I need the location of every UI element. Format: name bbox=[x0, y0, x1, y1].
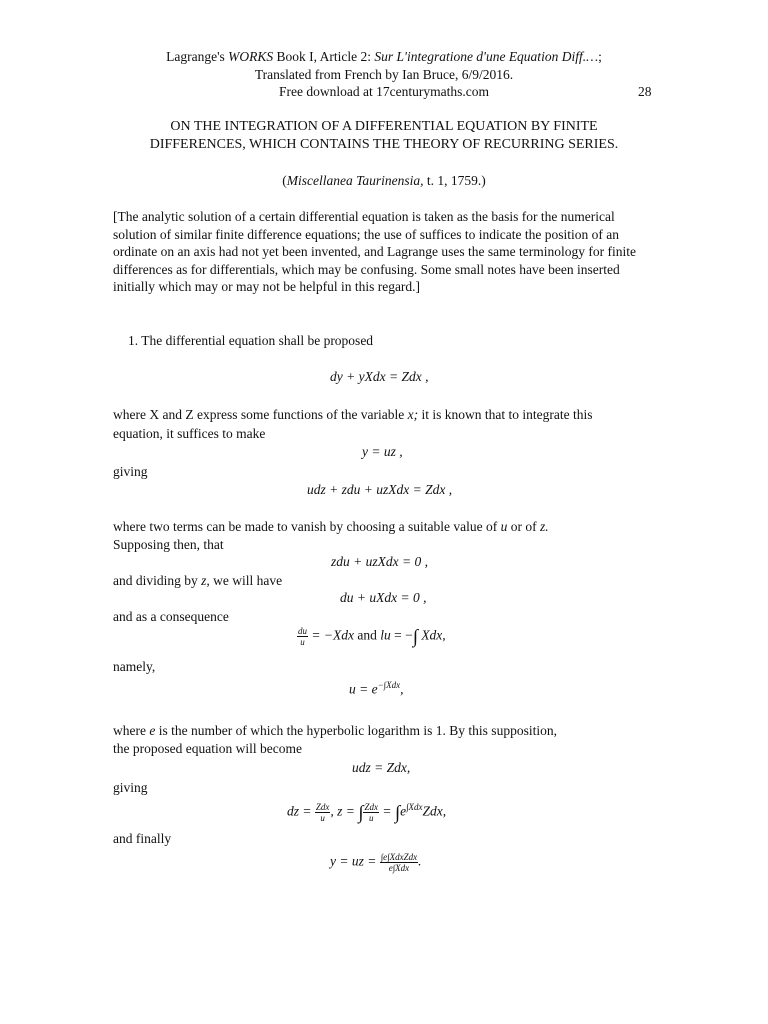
equation-6: $\frac{du}{u}$ = −Xdx and lu = −∫ Xdx, bbox=[298, 626, 446, 648]
paragraph-line: namely, bbox=[113, 659, 156, 674]
running-header-translator: Translated from French by Ian Bruce, 6/9/2016. bbox=[254, 67, 514, 82]
equation-5: du + uXdx = 0 , bbox=[340, 590, 427, 605]
equation-2: y = uz , bbox=[362, 444, 403, 459]
equation-9: dz = $\frac{\text{Zdx}}{u}$ , z = ∫ $\frac{\text{Zdx}}{u}$ = $\int e^{\int Xdx}Zdx$, bbox=[287, 802, 447, 824]
paragraph-line: giving bbox=[113, 780, 148, 795]
translator-note-paragraph: [The analytic solution of a certain differential equation is taken as the basis for the numerical solution of similar finite difference equations; the use of suffices to indicate the position of an ordinate on an axis had not yet been invented, and Lagrange uses the same terminology for finite differences as for differentials, which may be confusing. Some small notes have been inserted initially which may or may not be helpful in this regard.] bbox=[113, 209, 636, 295]
paragraph-line: the proposed equation will become bbox=[113, 741, 302, 756]
paragraph-line: where X and Z express some functions of the variable x; it is known that to integrate this bbox=[113, 407, 593, 422]
article-title-line2: DIFFERENCES, WHICH CONTAINS THE THEORY OF RECURRING SERIES. bbox=[149, 137, 619, 152]
paragraph-line: equation, it suffices to make bbox=[113, 426, 266, 441]
paragraph-line: where two terms can be made to vanish by choosing a suitable value of u or of z. bbox=[113, 519, 549, 534]
equation-8: udz = Zdx, bbox=[352, 760, 411, 775]
running-header-download: Free download at 17centurymaths.com bbox=[279, 84, 489, 99]
citation: (Miscellanea Taurinensia, t. 1, 1759.) bbox=[282, 173, 486, 188]
running-header-line1: Lagrange's WORKS Book I, Article 2: Sur L'integratione d'une Equation Diff.…; bbox=[166, 49, 602, 64]
paragraph-line: giving bbox=[113, 464, 148, 479]
paragraph-line: and finally bbox=[113, 831, 172, 846]
equation-7: $u = e^{-\int Xdx}$, bbox=[349, 680, 404, 697]
paragraph-line: and dividing by z, we will have bbox=[113, 573, 283, 588]
paragraph-line: where e is the number of which the hyperbolic logarithm is 1. By this supposition, bbox=[113, 723, 557, 738]
equation-4: zdu + uzXdx = 0 , bbox=[331, 554, 428, 569]
section-1-heading: 1. The differential equation shall be proposed bbox=[128, 333, 374, 348]
equation-10: y = uz = $\frac{\text{∫e∫XdxZdx}}{\text{e∫Xdx}}$ . bbox=[330, 852, 422, 873]
article-title-line1: ON THE INTEGRATION OF A DIFFERENTIAL EQUATION BY FINITE bbox=[170, 119, 598, 134]
page-number: 28 bbox=[638, 84, 652, 99]
paragraph-line: Supposing then, that bbox=[113, 537, 224, 552]
equation-3: udz + zdu + uzXdx = Zdx , bbox=[307, 482, 453, 497]
paragraph-line: and as a consequence bbox=[113, 609, 229, 624]
equation-1: dy + yXdx = Zdx , bbox=[330, 369, 429, 384]
